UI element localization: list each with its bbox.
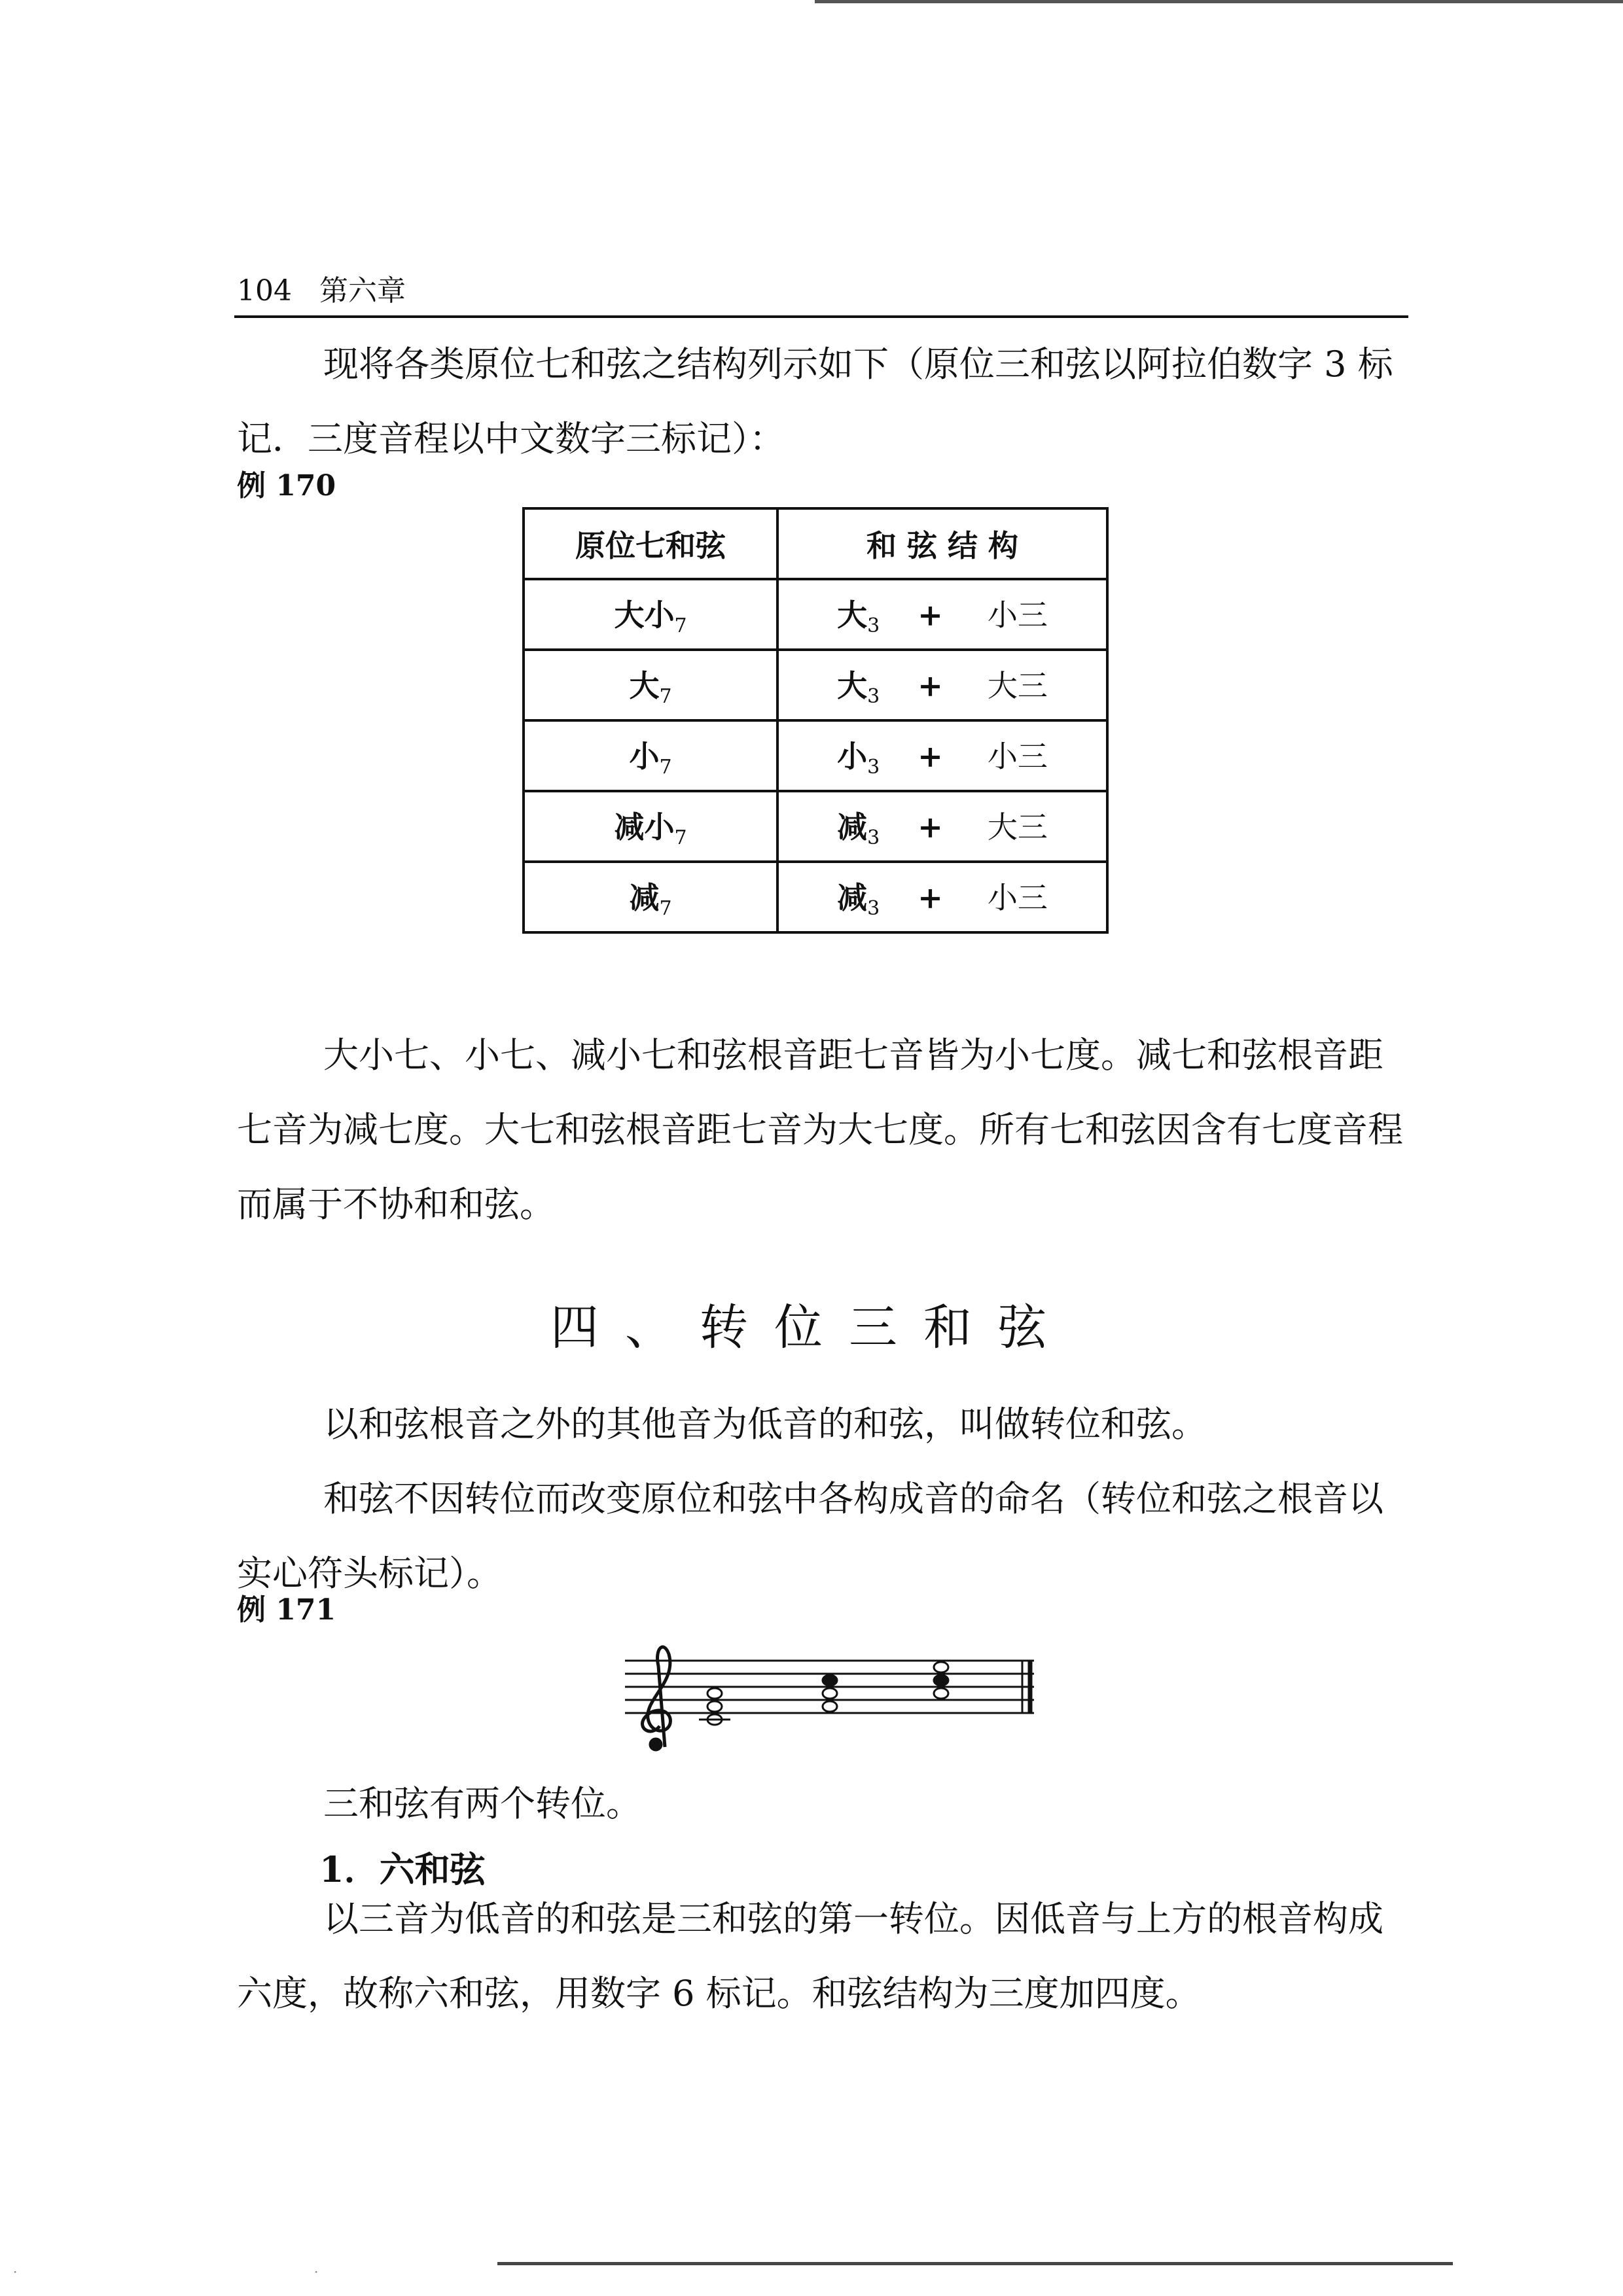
chord-structure-cell: 小$_3$ + 小三: [777, 720, 1107, 791]
chord-name-cell: 大小$_7$: [524, 579, 777, 650]
example-171-label: 例 171: [237, 1593, 336, 1627]
bottom-edge-rule: [497, 2262, 1453, 2265]
scan-speck: ·: [13, 2264, 18, 2280]
scan-speck: ·: [314, 2264, 319, 2280]
treble-clef-icon: [643, 1647, 671, 1750]
table-row: [524, 862, 1107, 932]
chapter-title: 第六章: [319, 274, 406, 308]
sixth-chord-heading: 1．六和弦: [319, 1848, 486, 1890]
top-edge-rule: [815, 0, 1623, 3]
seventh-chord-paragraph: 大小七、小七、减小七和弦根音距七音皆为小七度。减七和弦根音距七音为减七度。大七和弦根音距七音为大七度。所有七和弦因含有七度音程而属于不协和和弦。: [237, 1034, 1403, 1225]
example-170-label: 例 170: [237, 469, 336, 503]
sixth-chord-paragraph: 以三音为低音的和弦是三和弦的第一转位。因低音与上方的根音构成六度，故称六和弦，用数字 6 标记。和弦结构为三度加四度。: [237, 1898, 1383, 2014]
chord-structure-cell: 减$_3$ + 小三: [777, 862, 1107, 932]
table-header-row: [524, 508, 1107, 579]
header-rule: [234, 315, 1408, 318]
running-header: [237, 267, 406, 309]
chord-name-cell: 大$_7$: [524, 650, 777, 720]
section-title: 四、转位三和弦: [550, 1299, 1073, 1356]
inversion-definition-paragraph: 以和弦根音之外的其他音为低音的和弦，叫做转位和弦。: [323, 1404, 1207, 1445]
chord-second-inversion: [934, 1662, 948, 1699]
table-row: [524, 791, 1107, 862]
chord-first-inversion: [823, 1675, 837, 1712]
seventh-chord-structure-table: [522, 507, 1109, 934]
inversion-naming-paragraph: 和弦不因转位而改变原位和弦中各构成音的命名（转位和弦之根音以实心符头标记）。: [237, 1478, 1383, 1594]
table-header-structure: 和 弦 结 构: [777, 508, 1107, 579]
chord-structure-cell: 大$_3$ + 大三: [777, 650, 1107, 720]
intro-paragraph: 现将各类原位七和弦之结构列示如下（原位三和弦以阿拉伯数字 3 标记．三度音程以中文数字三标记）：: [237, 344, 1393, 459]
chord-name-cell: 减$_7$: [524, 862, 777, 932]
chord-structure-cell: 大$_3$ + 小三: [777, 579, 1107, 650]
chord-name-cell: 减小$_7$: [524, 791, 777, 862]
chord-name-cell: 小$_7$: [524, 720, 777, 791]
music-staff-example: [622, 1636, 1041, 1754]
chord-root-position: [699, 1688, 730, 1725]
table-row: [524, 579, 1107, 650]
table-header-chord: 原位七和弦: [524, 508, 777, 579]
table-row: [524, 720, 1107, 791]
chord-structure-cell: 减$_3$ + 大三: [777, 791, 1107, 862]
page-number: 104: [237, 274, 292, 308]
table-row: [524, 650, 1107, 720]
inversions-count-paragraph: 三和弦有两个转位。: [323, 1783, 641, 1824]
